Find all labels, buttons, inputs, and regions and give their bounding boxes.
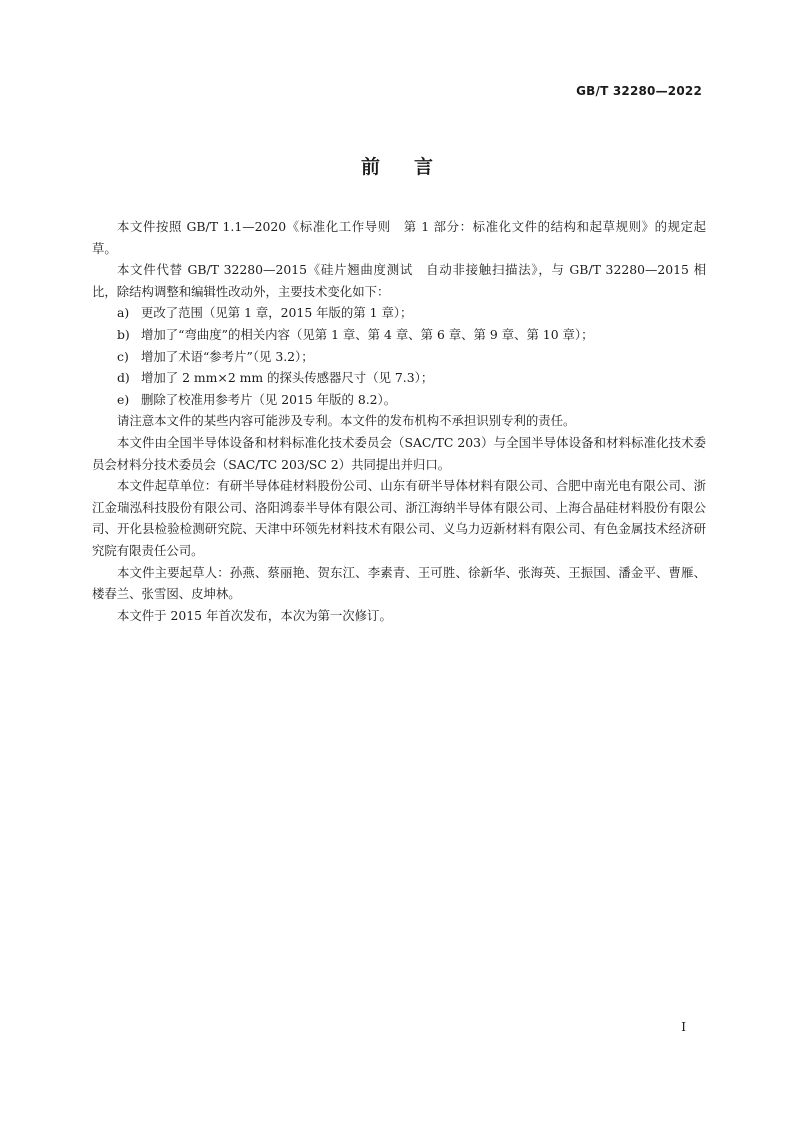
paragraph: 本文件起草单位：有研半导体硅材料股份公司、山东有研半导体材料有限公司、合肥中南光电有限公司、浙江金瑞泓科技股份有限公司、洛阳鸿泰半导体有限公司、浙江海纳半导体有限公司、上海合晶硅材料股份有限公司、开化县检验检测研究院、天津中环领先材料技术有限公司、义乌力迈新材料有限公司、有色金属技术经济研究院有限责任公司。 (92, 478, 706, 558)
standard-number: GB/T 32280—2022 (576, 84, 702, 98)
list-item-label: a) (117, 305, 130, 321)
list-item-text: 更改了范围（见第 1 章，2015 年版的第 1 章）； (141, 305, 413, 321)
list-item-text: 增加了术语“参考片”（见 3.2）； (141, 348, 314, 364)
paragraph: 本文件代替 GB/T 32280—2015《硅片翘曲度测试 自动非接触扫描法》，与 GB/T 32280—2015 相比，除结构调整和编辑性改动外，主要技术变化如下： (92, 262, 706, 299)
list-item-label: d) (117, 370, 130, 386)
list-item (92, 324, 706, 346)
list-item (92, 367, 706, 389)
list-item-text: 删除了校准用参考片（见 2015 年版的 8.2）。 (141, 391, 397, 407)
paragraph: 本文件于 2015 年首次发布，本次为第一次修订。 (117, 607, 392, 623)
list-item-text: 增加了“弯曲度”的相关内容（见第 1 章、第 4 章、第 6 章、第 9 章、第 10 章）； (141, 326, 594, 342)
page-title: 前言 (360, 156, 467, 178)
document-body (92, 216, 706, 626)
list-item-label: e) (117, 391, 130, 407)
list-item (92, 389, 706, 411)
list-item (92, 346, 706, 368)
list-item-label: b) (117, 326, 130, 342)
page-number: I (681, 1020, 686, 1034)
paragraph: 本文件由全国半导体设备和材料标准化技术委员会（SAC/TC 203）与全国半导体设备和材料标准化技术委员会材料分技术委员会（SAC/TC 203/SC 2）共同提出并归口。 (92, 434, 706, 472)
paragraph: 本文件按照 GB/T 1.1—2020《标准化工作导则 第 1 部分：标准化文件的结构和起草规则》的规定起草。 (92, 219, 706, 256)
list-item-text: 增加了 2 mm×2 mm 的探头传感器尺寸（见 7.3）； (141, 370, 434, 386)
list-item (92, 302, 706, 324)
paragraph: 本文件主要起草人：孙燕、蔡丽艳、贺东江、李素青、王可胜、徐新华、张海英、王振国、潘金平、曹雁、楼春兰、张雪囡、皮坤林。 (92, 564, 706, 602)
paragraph: 请注意本文件的某些内容可能涉及专利。本文件的发布机构不承担识别专利的责任。 (117, 413, 576, 429)
list-item-label: c) (117, 348, 129, 364)
